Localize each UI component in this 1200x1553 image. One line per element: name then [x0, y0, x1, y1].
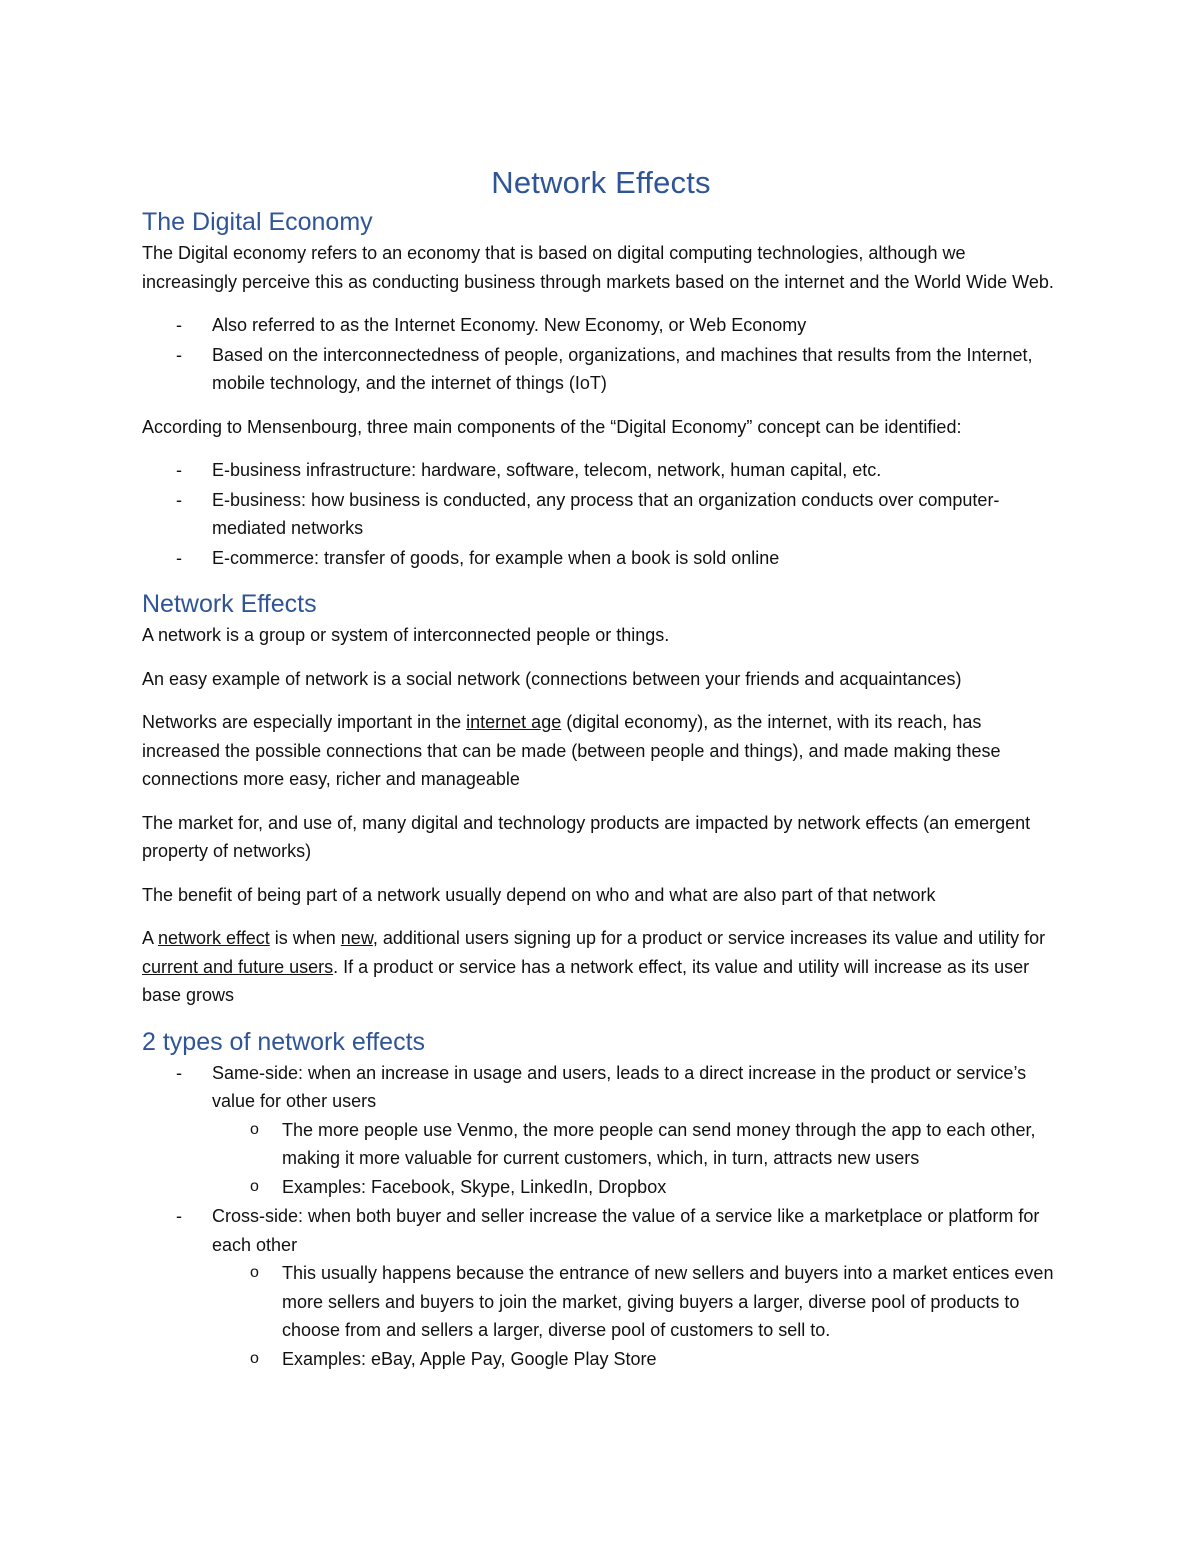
heading-types-of-network-effects: 2 types of network effects — [142, 1027, 426, 1056]
list-item: - Based on the interconnectedness of people, organizations, and machines that results from the Internet, mobile technology, and the internet of things (IoT) — [142, 341, 1060, 398]
dash-marker: - — [176, 489, 182, 510]
circle-marker: o — [250, 1177, 259, 1195]
circle-marker: o — [250, 1349, 259, 1367]
paragraph-market-impact: The market for, and use of, many digital and technology products are impacted by network effects (an emergent property of networks) — [142, 812, 1031, 861]
underlined-term: new — [340, 928, 373, 948]
bullet-list-components — [142, 456, 1060, 572]
paragraph-network-definition: A network is a group or system of interconnected people or things. — [142, 625, 670, 645]
list-item: - Also referred to as the Internet Economy. New Economy, or Web Economy — [142, 311, 1060, 340]
dash-marker: - — [176, 1206, 182, 1226]
paragraph-social-network-example: An easy example of network is a social network (connections between your friends and acquaintances) — [142, 668, 962, 689]
circle-marker: o — [250, 1264, 259, 1281]
paragraph-network-benefit: The benefit of being part of a network usually depend on who and what are also part of that network — [142, 884, 936, 905]
paragraph-network-effect-definition: A network effect is when new, additional users signing up for a product or service increases its value and utility for current and future users. If a product or service has a network effect, its value and utility will increase as its user base grows — [142, 928, 1046, 1005]
list-item: - E-business infrastructure: hardware, software, telecom, network, human capital, etc. — [142, 456, 1060, 485]
circle-marker: o — [250, 1120, 259, 1138]
dash-marker: - — [176, 547, 182, 568]
bullet-list-digital-economy — [142, 311, 1060, 398]
paragraph-internet-age: Networks are especially important in the internet age (digital economy), as the internet, with its reach, has increased the possible connections that can be made (between people and things), and made making these connections more easy, richer and manageable — [142, 712, 1001, 789]
heading-digital-economy: The Digital Economy — [142, 208, 373, 236]
list-item: o Examples: Facebook, Skype, LinkedIn, Dropbox — [142, 1173, 1060, 1202]
document-title: Network Effects — [491, 165, 711, 200]
paragraph-digital-economy-intro: The Digital economy refers to an economy that is based on digital computing technologies, although we increasingly perceive this as conducting business through markets based on the internet and the World Wide Web. — [142, 243, 1054, 292]
heading-network-effects: Network Effects — [142, 590, 317, 618]
underlined-term: internet age — [466, 712, 562, 732]
list-item: o Examples: eBay, Apple Pay, Google Play Store — [142, 1345, 1060, 1374]
underlined-term: current and future users — [142, 956, 334, 977]
bullet-list-network-effect-types — [142, 1059, 1060, 1374]
dash-marker: - — [176, 344, 182, 365]
paragraph-components-intro: According to Mensenbourg, three main components of the “Digital Economy” concept can be identified: — [142, 416, 962, 437]
underlined-term: network effect — [158, 928, 270, 948]
list-item: - Same-side: when an increase in usage and users, leads to a direct increase in the product or service’s value for other users o The more people use Venmo, the more people can send money through the app to each other, making it more valuable for current customers, which, in turn, attracts new users o Examples: Facebook, Skype, LinkedIn, Dropbox — [142, 1059, 1060, 1202]
list-item: - E-commerce: transfer of goods, for example when a book is sold online — [142, 544, 1060, 573]
sub-list — [142, 1259, 1060, 1373]
list-item: o This usually happens because the entrance of new sellers and buyers into a market entices even more sellers and buyers to join the market, giving buyers a larger, diverse pool of products to choose from and sellers a larger, diverse pool of customers to sell to. — [142, 1259, 1060, 1345]
dash-marker: - — [176, 460, 182, 480]
list-item: - E-business: how business is conducted, any process that an organization conducts over computer-mediated networks — [142, 486, 1060, 543]
list-item: - Cross-side: when both buyer and seller increase the value of a service like a marketplace or platform for each other o This usually happens because the entrance of new sellers and buyers into a market entices even more sellers and buyers to join the market, giving buyers a larger, diverse pool of products to choose from and sellers a larger, diverse pool of customers to sell to. o Examples: eBay, Apple Pay, Google Play Store — [142, 1202, 1060, 1373]
sub-list — [142, 1116, 1060, 1202]
dash-marker: - — [176, 315, 182, 335]
dash-marker: - — [176, 1062, 182, 1083]
list-item: o The more people use Venmo, the more people can send money through the app to each other, making it more valuable for current customers, which, in turn, attracts new users — [142, 1116, 1060, 1173]
